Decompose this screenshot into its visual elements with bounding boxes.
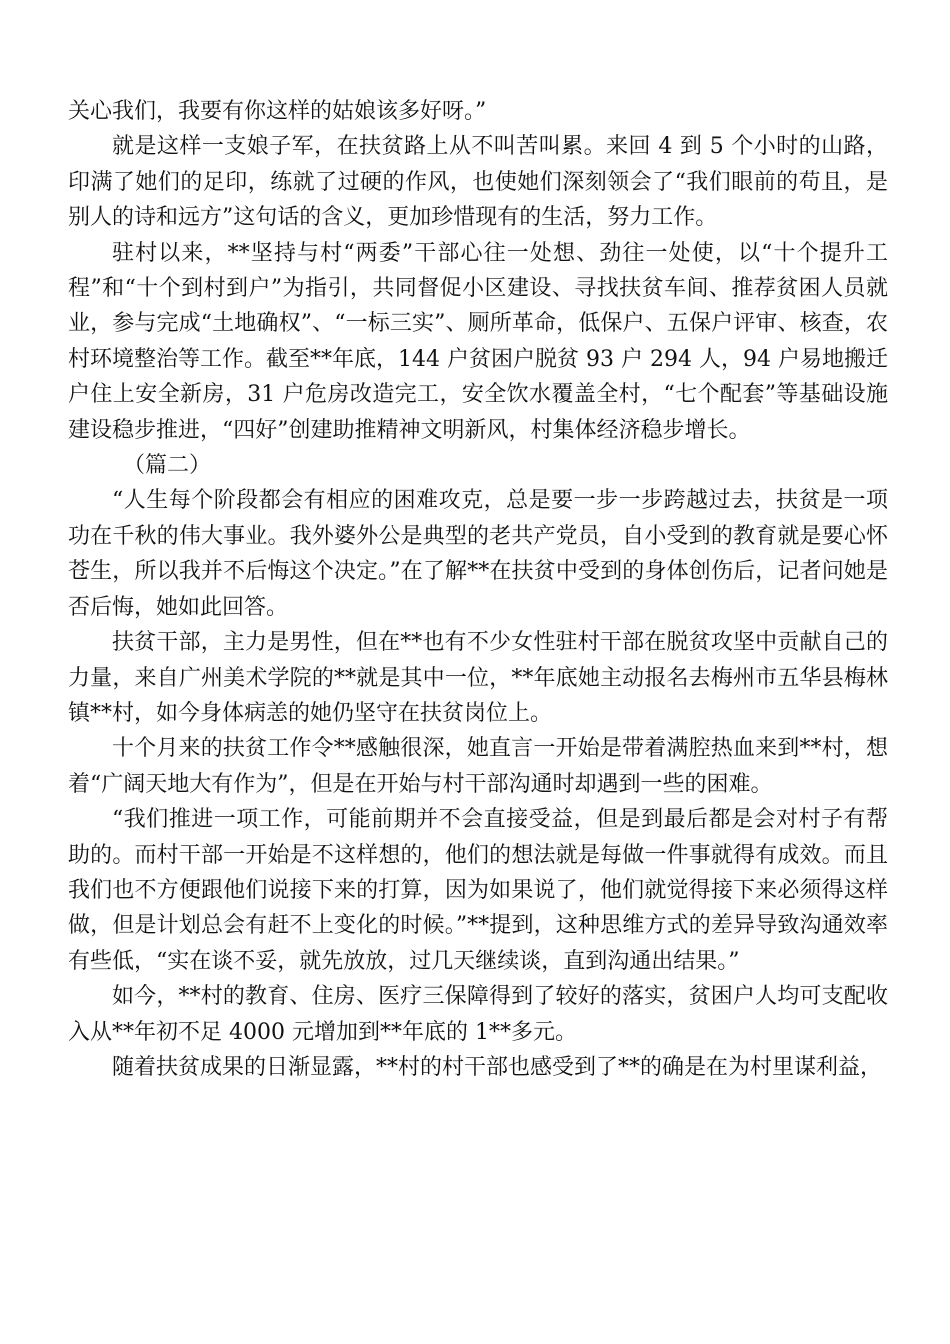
paragraph: 随着扶贫成果的日渐显露，**村的村干部也感受到了**的确是在为村里谋利益， (112, 1054, 883, 1080)
paragraph: “人生每个阶段都会有相应的困难攻克，总是要一步一步跨越过去，扶贫是一项功在千秋的伟大事业。我外婆外公是典型的老共产党员，自小受到的教育就是要心怀苍生，所以我并不后悔这个决定。”在了解**在扶贫中受到的身体创伤后，记者问她是否后悔，她如此回答。 (68, 488, 888, 620)
paragraph: 扶贫干部，主力是男性，但在**也有不少女性驻村干部在脱贫攻坚中贡献自己的力量，来自广州美术学院的**就是其中一位，**年底她主动报名去梅州市五华县梅林镇**村，如今身体病恙的她仍坚守在扶贫岗位上。 (68, 630, 888, 726)
section-heading: （篇二） (123, 453, 212, 479)
paragraph: 驻村以来，**坚持与村“两委”干部心往一处想、劲往一处使，以“十个提升工程”和“十个到村到户”为指引，共同督促小区建设、寻找扶贫车间、推荐贫困人员就业，参与完成“土地确权”、“一标三实”、厕所革命，低保户、五保户评审、核查，农村环境整治等工作。截至**年底，144 户贫困户脱贫 93 户 294 人，94 户易地搬迁户住上安全新房，31 户危房改造完工，安全饮水覆盖全村，“七个配套”等基础设施建设稳步推进，“四好”创建助推精神文明新风，村集体经济稳步增长。 (68, 240, 888, 443)
paragraph: “我们推进一项工作，可能前期并不会直接受益，但是到最后都是会对村子有帮助的。而村干部一开始是不这样想的，他们的想法就是每做一件事就得有成效。而且我们也不方便跟他们说接下来的打算，因为如果说了，他们就觉得接下来必须得这样做，但是计划总会有赶不上变化的时候。”**提到，这种思维方式的差异导致沟通效率有些低，“实在谈不妥，就先放放，过几天继续谈，直到沟通出结果。” (68, 807, 888, 974)
paragraph: 如今，**村的教育、住房、医疗三保障得到了较好的落实，贫困户人均可支配收入从**年初不足 4000 元增加到**年底的 1**多元。 (68, 984, 888, 1045)
paragraph: 十个月来的扶贫工作令**感触很深，她直言一开始是带着满腔热血来到**村，想着“广阔天地大有作为”，但是在开始与村干部沟通时却遇到一些的困难。 (68, 736, 888, 797)
document-body (68, 94, 888, 1085)
paragraph-continuation: 关心我们，我要有你这样的姑娘该多好呀。” (68, 99, 487, 124)
paragraph: 就是这样一支娘子军，在扶贫路上从不叫苦叫累。来回 4 到 5 个小时的山路，印满了她们的足印，练就了过硬的作风，也使她们深刻领会了“我们眼前的苟且，是别人的诗和远方”这句话的含义，更加珍惜现有的生活，努力工作。 (68, 134, 888, 231)
